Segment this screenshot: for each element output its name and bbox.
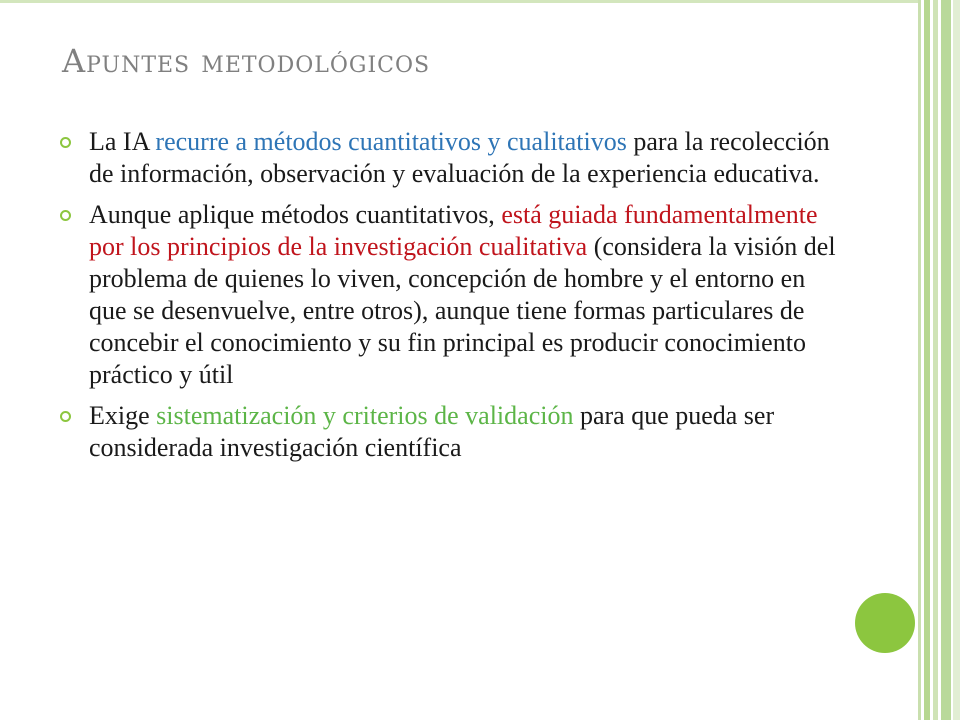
- bullet-highlight: sistematización y criterios de validación: [156, 401, 574, 430]
- top-border-line: [0, 0, 918, 3]
- bullet-text: Aunque aplique métodos cuantitativos,: [89, 200, 502, 229]
- bullet-list: [58, 126, 838, 473]
- bullet-item: [58, 199, 838, 391]
- bullet-text: para que pueda ser considerada investigación científica: [89, 401, 775, 462]
- bullet-item: [58, 400, 838, 464]
- slide-title: Apuntes metodológicos: [62, 42, 431, 80]
- bullet-item: [58, 126, 838, 190]
- bullet-highlight: recurre a métodos cuantitativos y cualitativos: [155, 127, 627, 156]
- bullet-circle-icon: [60, 137, 71, 148]
- bullet-circle-icon: [60, 411, 71, 422]
- decorative-stripe: [953, 0, 960, 720]
- bullet-circle-icon: [60, 210, 71, 221]
- bullet-text: (considera la visión del problema de quienes lo viven, concepción de hombre y el entorno en que se desenvuelve, entre otros), aunque tiene formas particulares de concebir el conocimiento y su fin principal es producir conocimiento práctico y útil: [89, 232, 836, 389]
- bullet-highlight: está guiada fundamentalmente por los principios de la investigación cualitativa: [89, 200, 818, 261]
- decorative-stripe: [918, 0, 921, 720]
- bullet-text: La IA: [89, 127, 156, 156]
- decorative-stripe: [941, 0, 951, 720]
- decorative-stripe: [933, 0, 938, 720]
- bullet-text: Exige: [89, 401, 157, 430]
- decorative-circle: [855, 593, 915, 653]
- decorative-stripe: [924, 0, 930, 720]
- bullet-text: para la recolección de información, observación y evaluación de la experiencia educativa.: [89, 127, 830, 188]
